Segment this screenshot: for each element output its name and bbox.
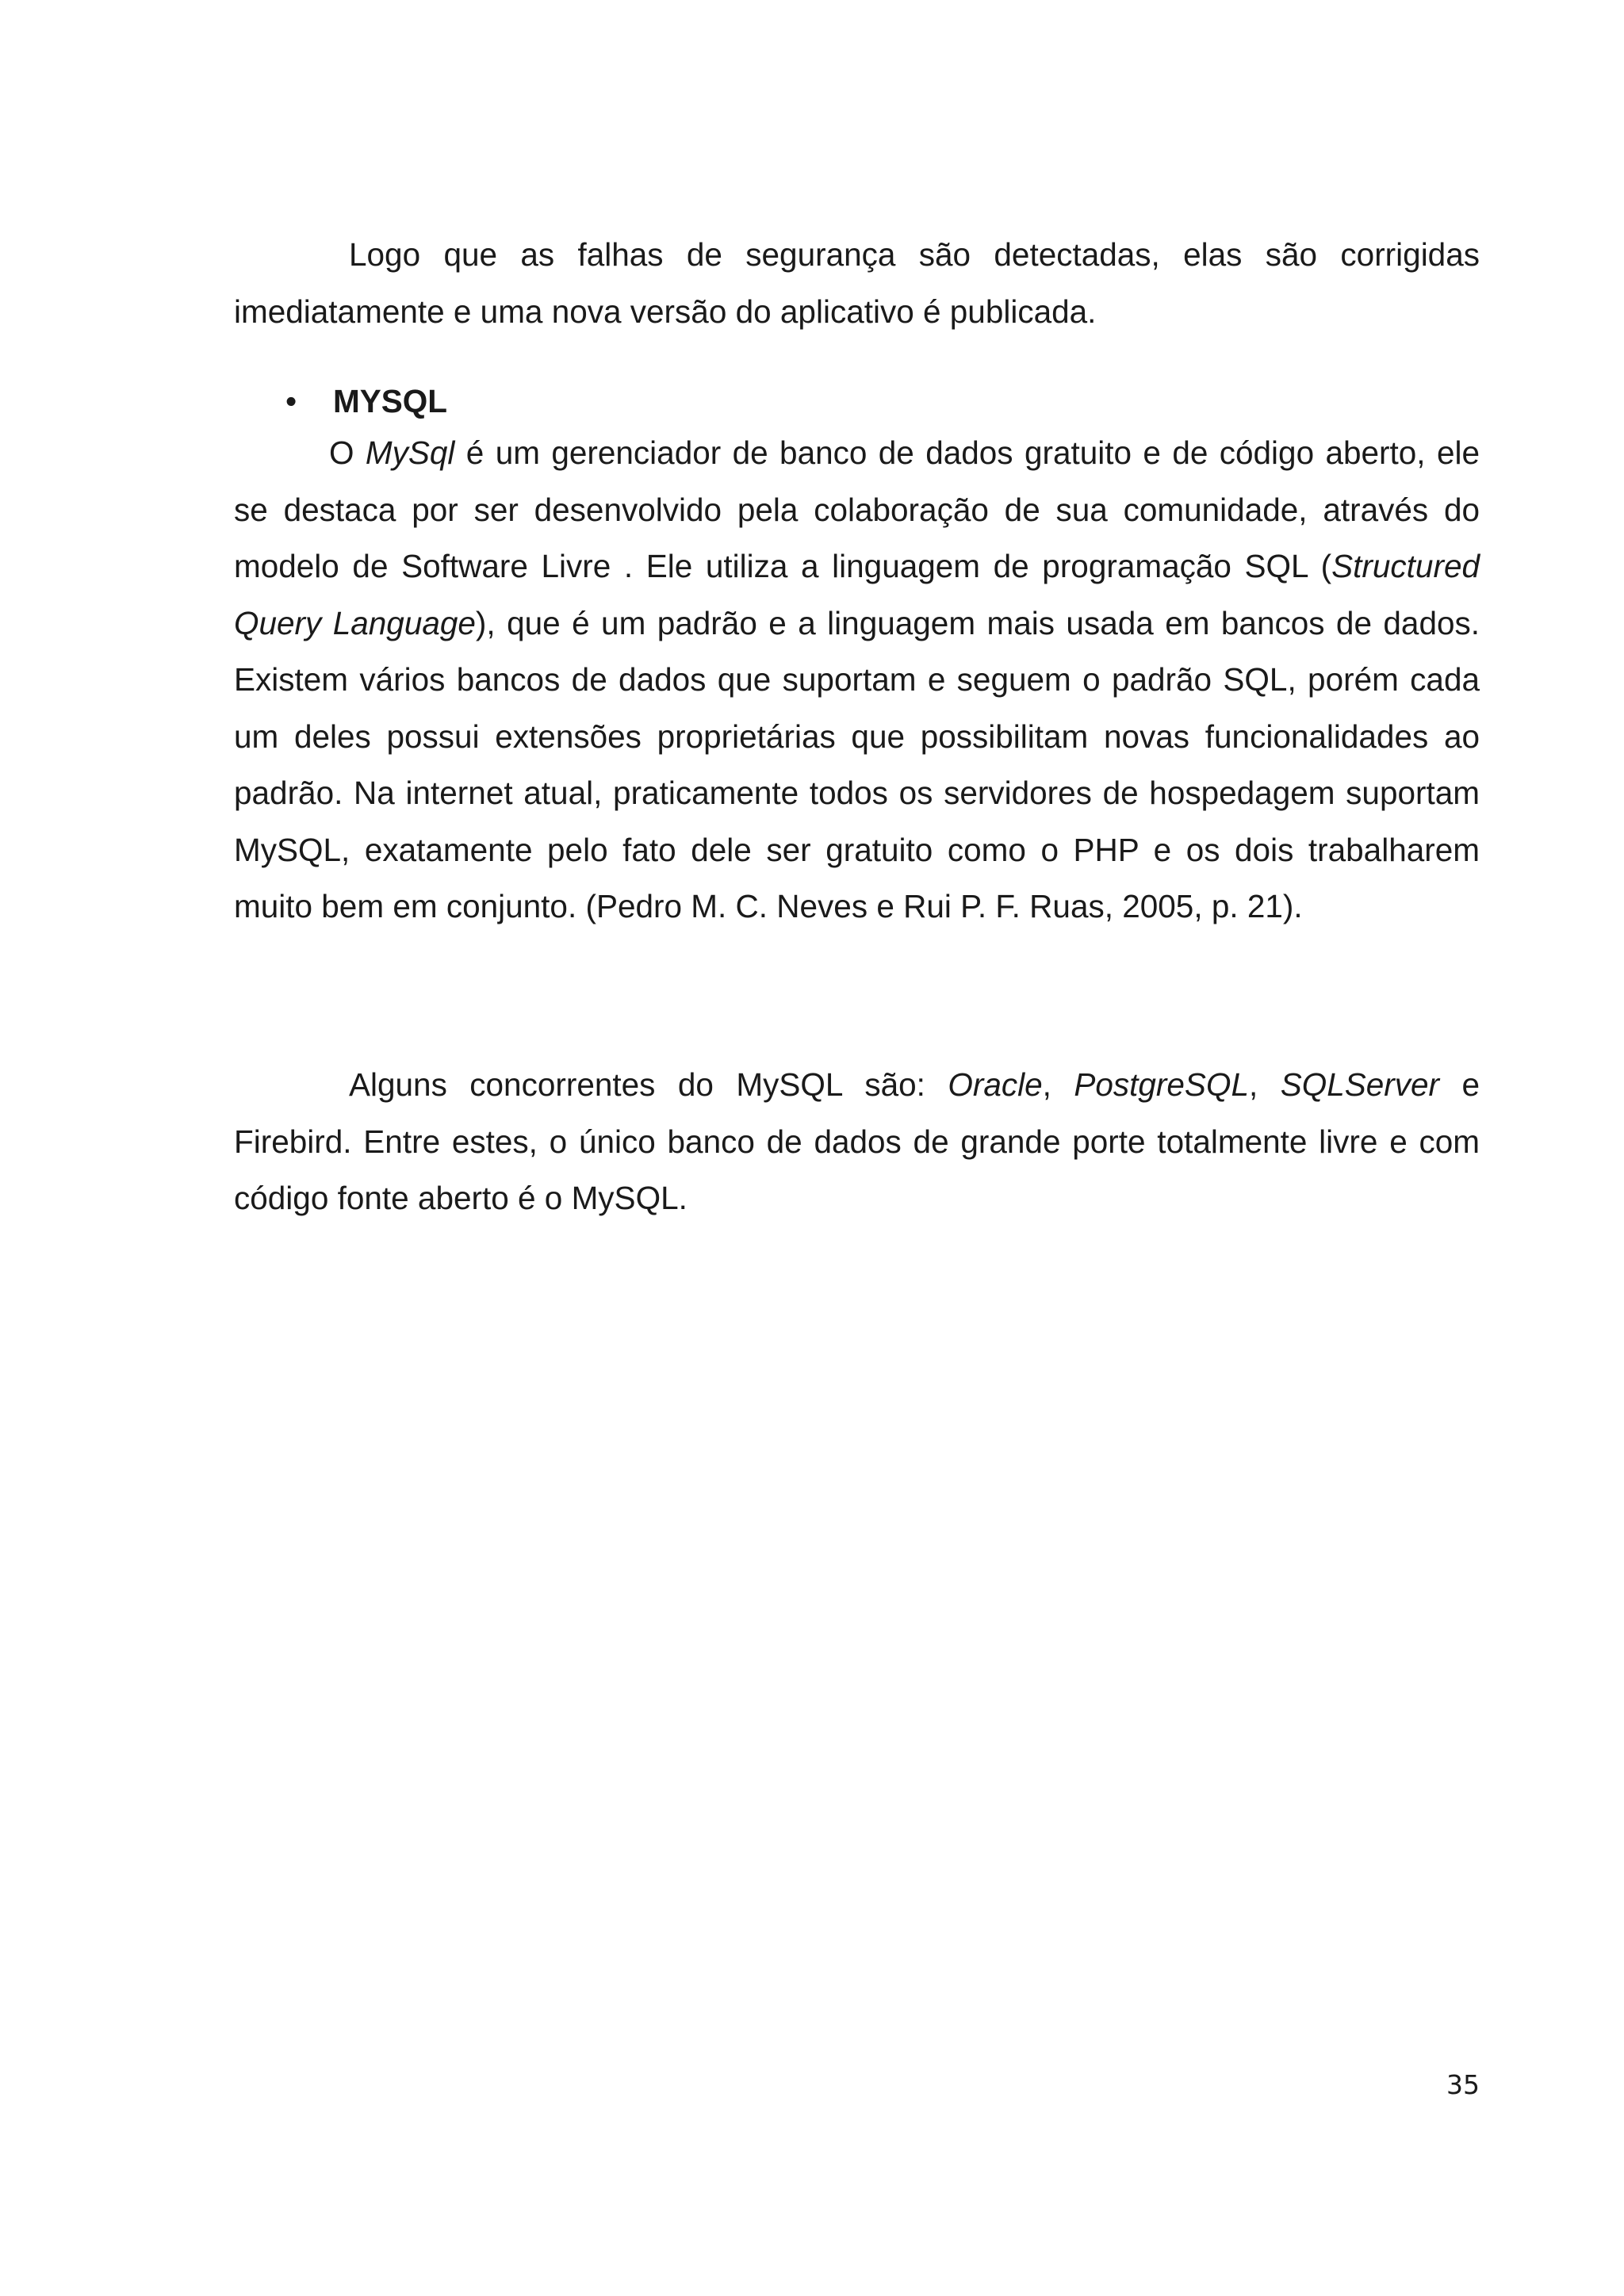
term-structured-query-language: Structured Query Language [234, 548, 1480, 641]
section-heading-mysql [285, 373, 447, 430]
paragraph-2-text-b: ), que é um padrão e a linguagem mais usada em bancos de dados. Existem vários bancos de dados que suportam e seguem o padrão SQL, porém cada um deles possui extensões proprietárias que possibilitam novas funcionalidades ao padrão. Na internet atual, praticamente todos os servidores de hospedagem suportam MySQL, exatamente pelo fato dele ser gratuito como o PHP e os dois trabalharem muito bem em conjunto. (Pedro M. C. Neves e Rui P. F. Ruas, 2005, p. 21). [234, 604, 1480, 924]
bullet-icon: • [285, 383, 297, 419]
paragraph-2-lead: O [329, 434, 366, 471]
paragraph-2-text-a: é um gerenciador de banco de dados gratuito e de código aberto, ele se destaca por ser desenvolvido pela colaboração de sua comunidade, através do modelo de Software Livre . Ele utiliza a linguagem de programação SQL ( [234, 434, 1480, 584]
term-sqlserver: SQLServer [1280, 1066, 1440, 1103]
term-mysql: MySql [365, 434, 455, 471]
paragraph-3-text-a: Alguns concorrentes do MySQL são: [349, 1066, 948, 1103]
paragraph-3-sep-2: , [1248, 1066, 1281, 1103]
paragraph-3-text-b: e Firebird. Entre estes, o único banco de dados de grande porte totalmente livre e com código fonte aberto é o MySQL. [234, 1066, 1480, 1216]
section-title: MYSQL [333, 383, 448, 419]
paragraph-mysql-description [234, 425, 1480, 936]
paragraph-3-sep-1: , [1042, 1066, 1074, 1103]
term-oracle: Oracle [948, 1066, 1043, 1103]
term-postgresql: PostgreSQL [1074, 1066, 1249, 1103]
paragraph-security-fixes: Logo que as falhas de segurança são detectadas, elas são corrigidas imediatamente e uma nova versão do aplicativo é publicada. [234, 236, 1480, 330]
page-number: 35 [1446, 2069, 1480, 2100]
paragraph-competitors [234, 1057, 1480, 1227]
